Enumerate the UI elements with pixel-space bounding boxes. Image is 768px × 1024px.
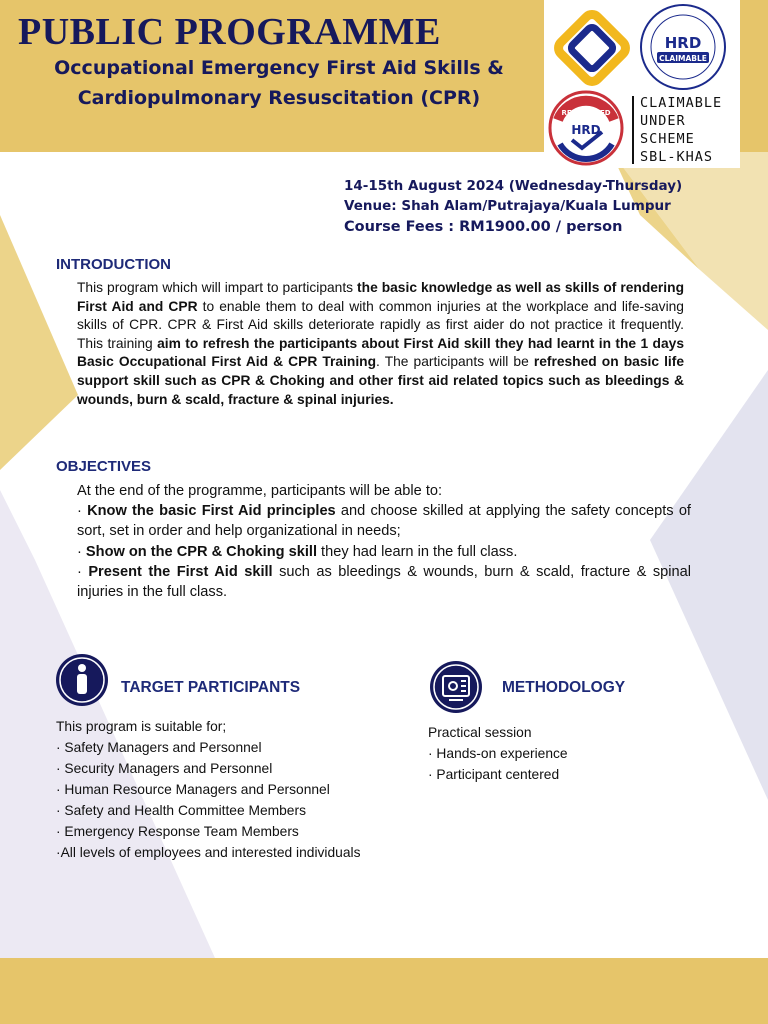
list-item: · Safety Managers and Personnel [56,740,262,755]
svg-text:HRD: HRD [571,123,601,137]
list-item: · Security Managers and Personnel [56,761,273,776]
hrd-claimable-badge-icon [638,2,728,92]
course-fees: Course Fees : RM1900.00 / person [344,219,623,235]
svg-text:HRD: HRD [664,34,702,52]
svg-text:REGISTERED: REGISTERED [561,109,611,117]
person-icon [55,653,109,707]
objective-item [77,562,691,602]
event-details [344,176,682,238]
objective-bold: Know the basic First Aid principles [87,503,336,520]
provider-logo [548,4,636,92]
objectives-intro: At the end of the programme, participants will be able to: [77,483,443,499]
page-title: PUBLIC PROGRAMME [18,11,441,53]
objective-text: and choose skilled at applying the safety concepts of sort, set in order and help organizational in needs; [77,503,691,540]
methodology-list [428,722,568,785]
bullet: · [77,543,86,560]
target-participants-list [56,716,360,863]
objective-text: they had learn in the full class. [317,543,518,560]
methodology-heading: METHODOLOGY [502,679,626,696]
list-item: ·All levels of employees and interested individuals [56,845,361,860]
event-date: 14-15th August 2024 (Wednesday-Thursday) [344,178,683,194]
objective-bold: Show on the CPR & Choking skill [85,543,317,560]
objective-item [77,501,691,541]
list-item: · Emergency Response Team Members [56,824,299,839]
claimable-divider [632,96,634,164]
objectives-list [77,481,691,602]
intro-text-part: to enable them to deal with common injuries at the workplace and life-saving skills of CPR. CPR & First Aid skills deteriorate rapidly as first aider do not practice it frequently. This training [77,298,684,351]
bullet: · [77,563,89,580]
intro-text-bold: aim to refresh the participants about First Aid skill they had learnt in the 1 days Basic Occupational First Aid & CPR Training [77,335,684,370]
intro-text-bold: the basic knowledge as well as skills of rendering First Aid and CPR [77,280,684,314]
objective-text: such as bleedings & wounds, burn & scald, fracture & spinal injuries in the full class. [77,563,691,601]
course-title: Occupational Emergency First Aid Skills & Cardiopulmonary Resuscitation (CPR) [54,57,504,109]
left-gold-triangle [0,215,78,470]
introduction-text [77,279,684,409]
intro-text-part: . The participants will be [376,354,534,370]
claimable-line: UNDER [640,113,686,129]
event-venue: Venue: Shah Alam/Putrajaya/Kuala Lumpur [344,198,671,214]
list-item: · Safety and Health Committee Members [56,803,306,818]
svg-text:CLAIMABLE: CLAIMABLE [659,54,707,63]
footer-band [0,958,768,1024]
methodology-icon [429,660,483,714]
claimable-line: CLAIMABLE [640,95,723,111]
objectives-heading: OBJECTIVES [56,458,152,475]
objective-item [77,542,691,562]
registered-provider-badge-icon [546,88,626,168]
claimable-line: SBL-KHAS [640,149,714,165]
claimable-line: SCHEME [640,131,695,147]
list-item: Practical session [428,725,532,740]
list-item: · Participant centered [428,767,560,782]
bullet: · [77,503,88,520]
objective-bold: Present the First Aid skill [88,563,273,580]
claimable-scheme-text [640,94,722,166]
list-item: This program is suitable for; [56,719,227,734]
intro-text-bold: refreshed on basic life support skill such as CPR & Choking and other first aid related topics such as bleedings & wounds, burn & scald, fracture & spinal injuries. [77,354,685,407]
list-item: · Hands-on experience [428,746,568,761]
target-participants-heading: TARGET PARTICIPANTS [121,679,301,696]
list-item: · Human Resource Managers and Personnel [56,782,330,797]
introduction-heading: INTRODUCTION [56,256,171,273]
intro-text-part: This program which will impart to participants [77,280,358,295]
